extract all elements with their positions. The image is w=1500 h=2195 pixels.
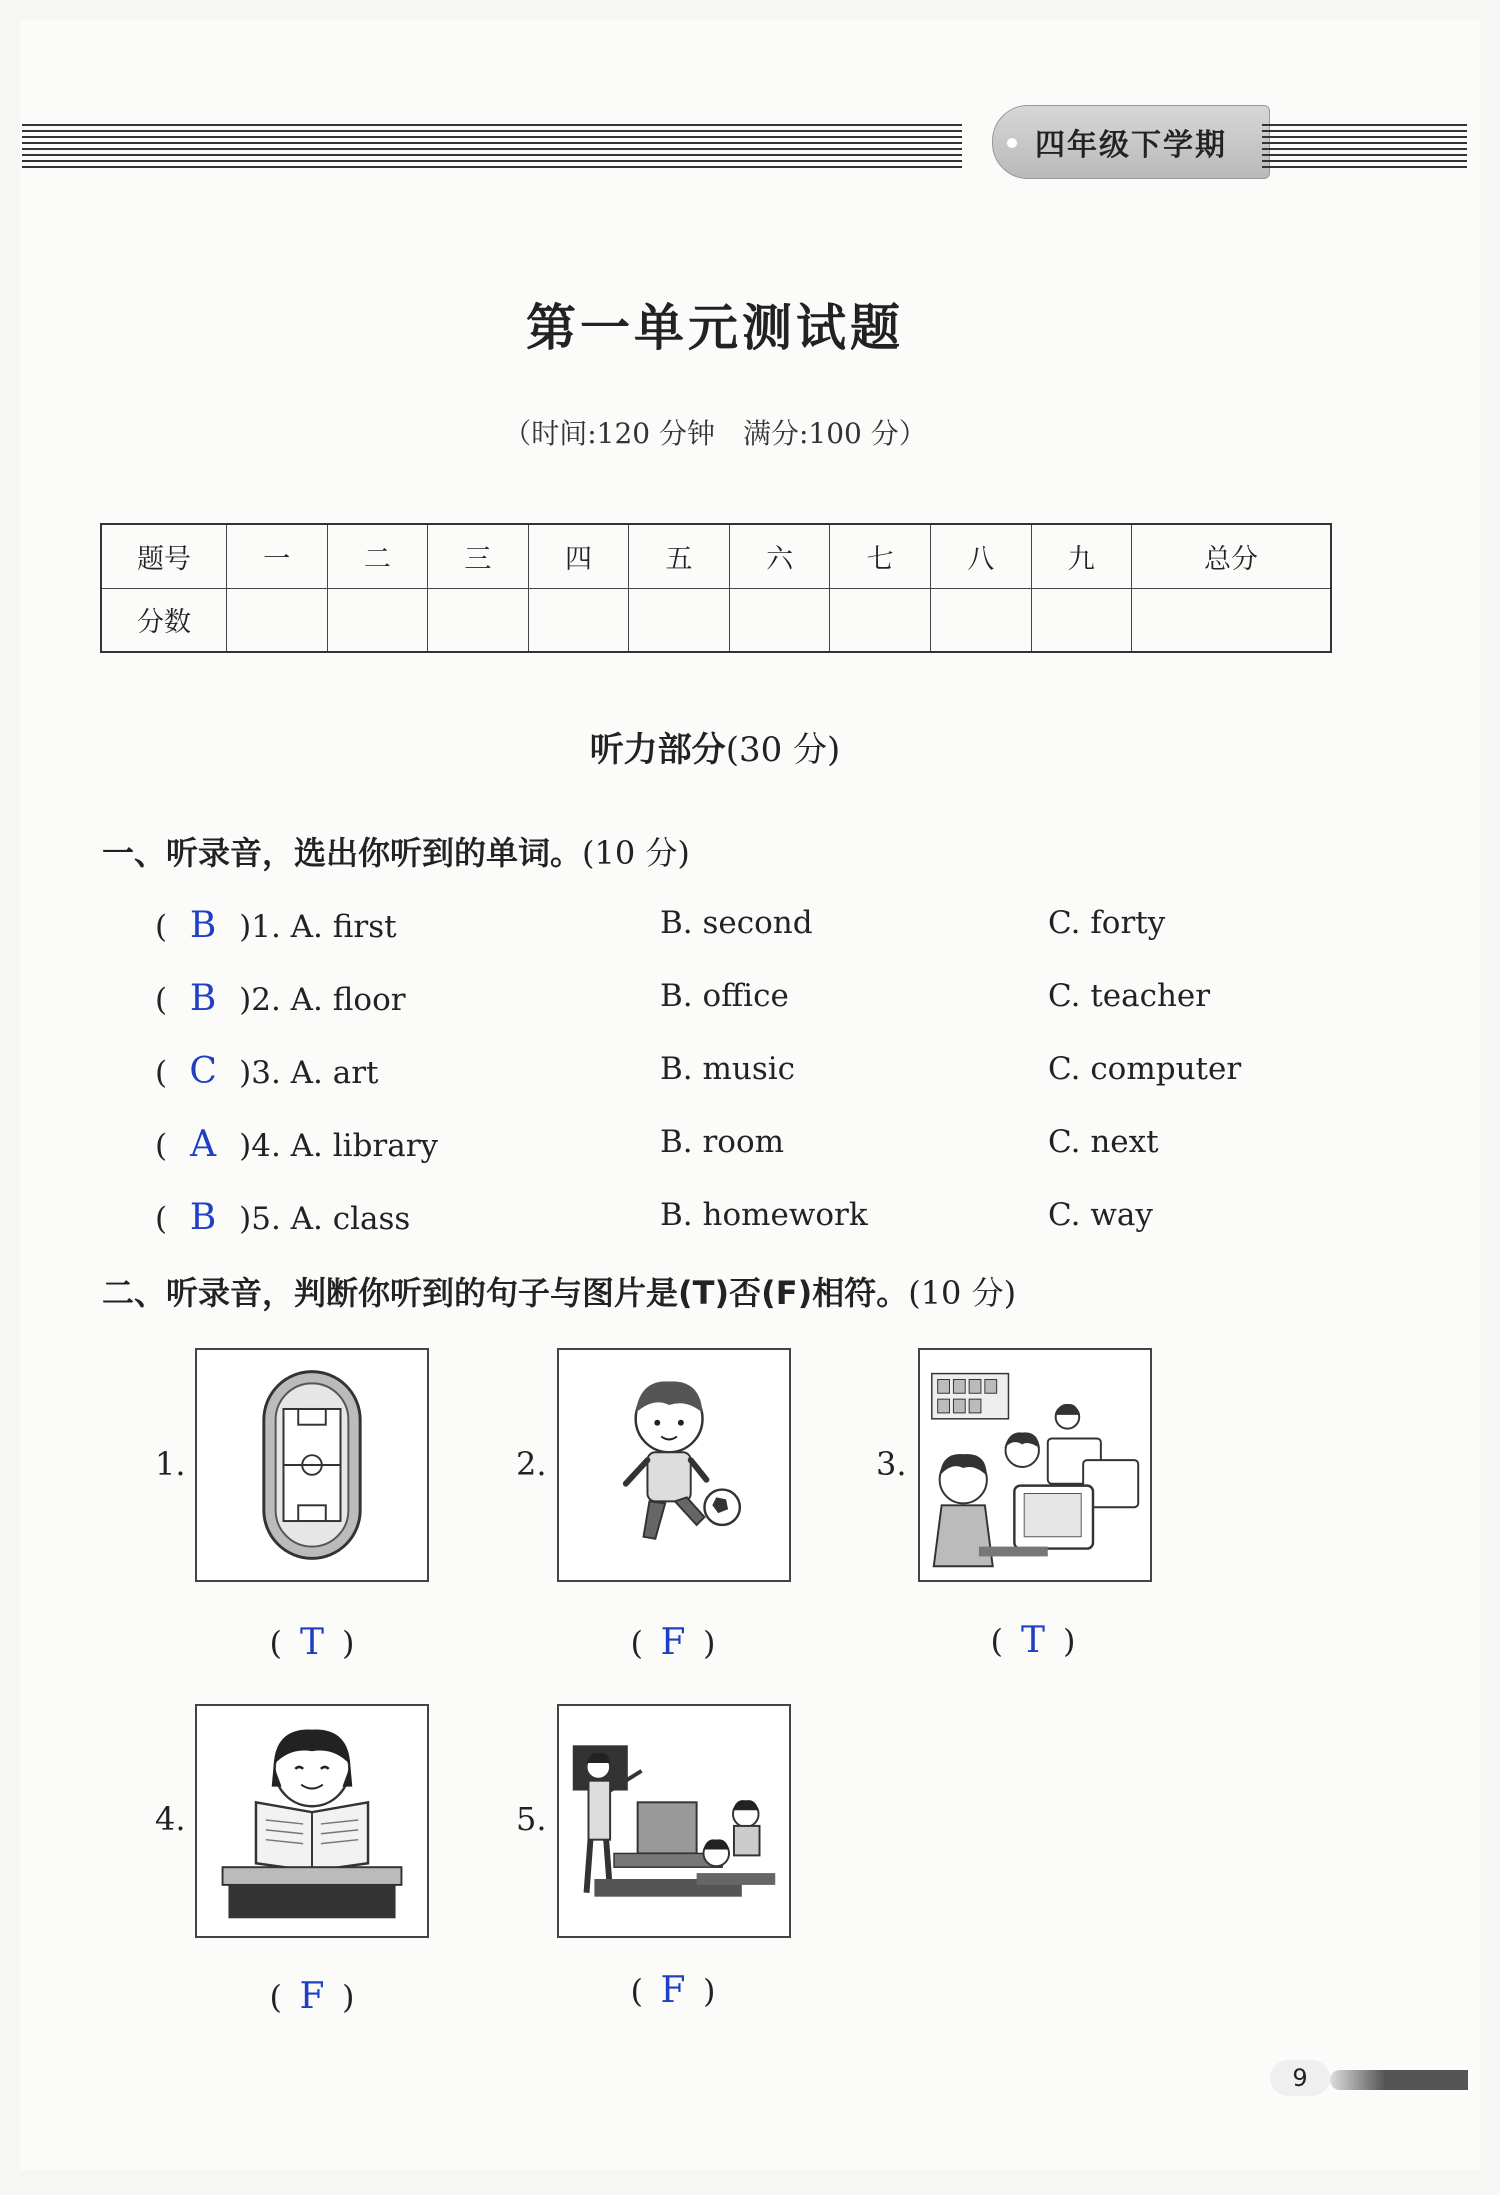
picture-number: 4. [155,1800,186,1838]
page-title: 第一单元测试题 [526,298,904,357]
picture-boy-reading-book [195,1704,429,1938]
q2-heading [102,1268,1016,1314]
q1-item [155,978,1335,1028]
score-header-cell: 总分 [1132,524,1331,588]
option-b: B. homework [660,1197,868,1233]
answer-blank[interactable]: T [1020,1620,1045,1661]
picture-computer-room [918,1348,1152,1582]
option-a: 5. A. class [251,1201,411,1237]
q1-item-stem-group: ( C )3. A. art [155,1051,379,1092]
listening-section-title [0,722,1430,771]
option-b: B. room [660,1124,785,1160]
picture-boy-kicking-ball [557,1348,791,1582]
answer-parens: ( F ) [630,1622,716,1663]
listening-points: (30 分) [725,730,841,770]
q1-heading-text: 一、听录音，选出你听到的单词。 [102,834,583,872]
option-b: B. music [660,1051,796,1087]
answer-parens: ( T ) [990,1620,1076,1661]
picture-number: 2. [516,1445,547,1483]
score-cell[interactable] [428,588,529,652]
header-stripes-left [22,124,962,168]
answer-blank[interactable]: F [660,1970,686,2011]
score-cell[interactable] [1132,588,1331,652]
header-stripes-right [1262,124,1467,168]
q1-item-stem-group: ( B )2. A. floor [155,978,406,1019]
term-tab [992,105,1270,179]
score-header-cell: 题号 [101,524,227,588]
q1-points: (10 分) [582,834,690,872]
answer-blank[interactable]: B [189,978,217,1019]
option-c: C. teacher [1048,978,1211,1014]
q1-item [155,1197,1335,1247]
score-cell[interactable] [227,588,328,652]
answer-parens: ( T ) [269,1622,355,1663]
score-header-cell: 八 [930,524,1031,588]
score-cell[interactable] [830,588,931,652]
score-row-label: 分数 [101,588,227,652]
picture-classroom-teacher [557,1704,791,1938]
q1-item [155,1124,1335,1174]
footer-bar [1330,2070,1468,2090]
score-cell[interactable] [1031,588,1132,652]
term-label: 四年级下学期 [1035,128,1227,163]
answer-blank[interactable]: B [189,905,217,946]
q1-heading [102,828,690,874]
option-c: C. forty [1048,905,1166,941]
score-header-cell: 五 [629,524,730,588]
option-a: 1. A. first [251,909,397,945]
option-c: C. next [1048,1124,1159,1160]
score-header-cell: 二 [327,524,428,588]
answer-parens: ( F ) [630,1970,716,2011]
answer-blank[interactable]: T [299,1622,324,1663]
q1-item-stem-group: ( B )5. A. class [155,1197,411,1238]
boy-reading-book-icon [197,1706,427,1936]
option-b: B. second [660,905,813,941]
score-header-cell: 一 [227,524,328,588]
score-cell[interactable] [327,588,428,652]
option-a: 4. A. library [251,1128,439,1164]
answer-blank[interactable]: F [660,1622,686,1663]
answer-blank[interactable]: C [189,1051,217,1092]
option-a: 3. A. art [251,1055,379,1091]
score-header-cell: 七 [830,524,931,588]
exam-info: （时间:120 分钟 满分:100 分） [503,417,927,450]
picture-number: 1. [155,1445,186,1483]
listening-title: 听力部分 [589,730,726,770]
page-number: 9 [1270,2060,1330,2096]
q2-heading-text: 二、听录音，判断你听到的句子与图片是(T)否(F)相符。 [102,1274,909,1312]
score-table [100,523,1332,653]
score-header-cell: 四 [528,524,629,588]
computer-room-icon [920,1350,1150,1580]
score-cell[interactable] [629,588,730,652]
score-header-cell: 九 [1031,524,1132,588]
option-b: B. office [660,978,789,1014]
q2-points: (10 分) [908,1274,1017,1312]
picture-number: 5. [516,1800,547,1838]
score-table-header-row [101,524,1331,588]
answer-blank[interactable]: F [299,1976,325,2017]
score-header-cell: 三 [428,524,529,588]
boy-kicking-ball-icon [559,1350,789,1580]
score-cell[interactable] [528,588,629,652]
option-a: 2. A. floor [251,982,406,1018]
picture-number: 3. [876,1445,907,1483]
option-c: C. way [1048,1197,1153,1233]
q1-item [155,905,1335,955]
term-tab-dot [1007,138,1017,148]
option-c: C. computer [1048,1051,1242,1087]
q1-item-stem-group: ( B )1. A. first [155,905,397,946]
answer-blank[interactable]: B [189,1197,217,1238]
q1-item [155,1051,1335,1101]
sports-field-icon [197,1350,427,1580]
score-table-score-row [101,588,1331,652]
answer-parens: ( F ) [269,1976,355,2017]
score-header-cell: 六 [729,524,830,588]
score-cell[interactable] [930,588,1031,652]
answer-blank[interactable]: A [190,1124,217,1165]
q1-item-stem-group: ( A )4. A. library [155,1124,439,1165]
classroom-teacher-icon [559,1706,789,1936]
score-cell[interactable] [729,588,830,652]
picture-sports-field [195,1348,429,1582]
